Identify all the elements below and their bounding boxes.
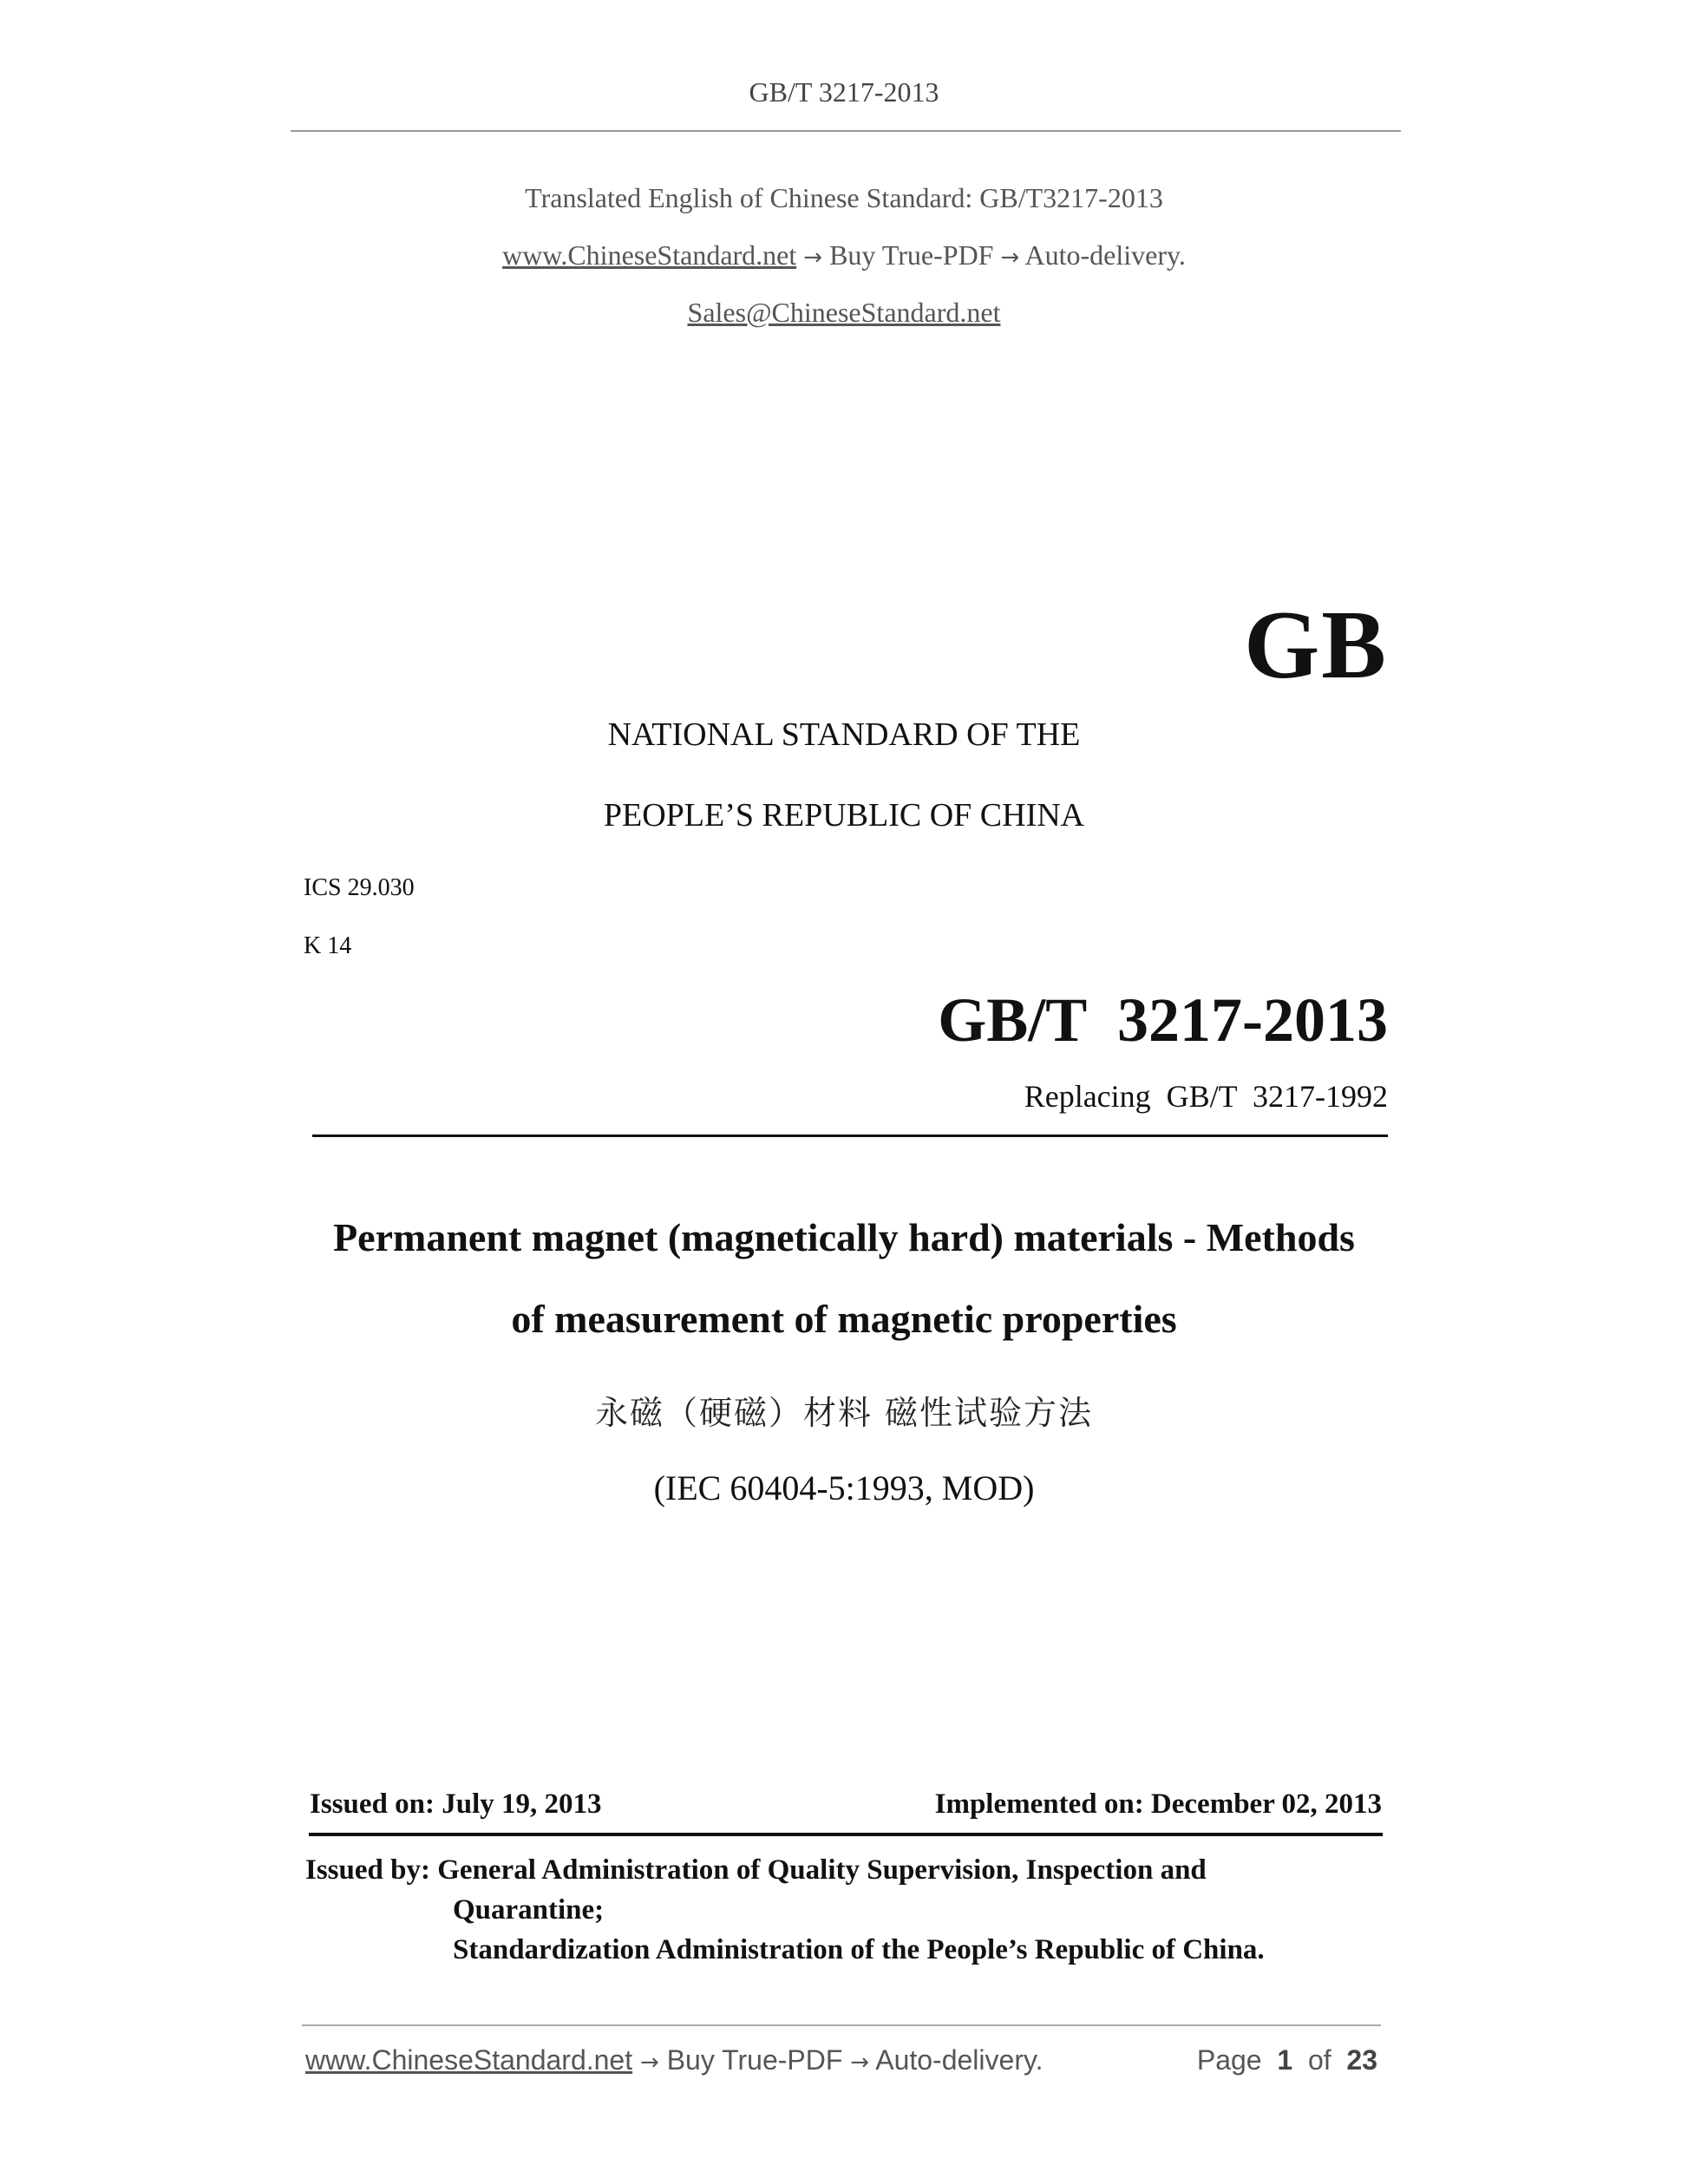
delivery-text: Auto-delivery.	[1024, 239, 1186, 271]
arrow-right-icon: →	[850, 2050, 870, 2076]
translated-notice: Translated English of Chinese Standard: GB/T3217-2013	[525, 182, 1163, 213]
implemented-on-date: Implemented on: December 02, 2013	[934, 1788, 1382, 1820]
issue-divider	[309, 1833, 1383, 1836]
standard-number: GB/T 3217-2013	[938, 985, 1388, 1055]
iec-reference: (IEC 60404-5:1993, MOD)	[653, 1468, 1035, 1507]
page-of: of	[1307, 2044, 1331, 2076]
running-header: GB/T 3217-2013	[749, 76, 939, 108]
national-standard-line-2: PEOPLE’S REPUBLIC OF CHINA	[603, 797, 1085, 834]
ics-code: ICS 29.030	[304, 874, 415, 901]
title-divider	[312, 1135, 1388, 1137]
page-label: Page	[1196, 2044, 1262, 2076]
promo-line	[0, 239, 1688, 271]
email-link[interactable]: Sales@ChineseStandard.net	[687, 297, 1001, 328]
email-line	[0, 297, 1688, 329]
footer-promo	[305, 2044, 1043, 2076]
issued-by-block	[305, 1850, 1265, 1970]
page-total: 23	[1346, 2044, 1377, 2076]
issuer-2: Standardization Administration of the People’s Republic of China.	[453, 1934, 1265, 1965]
footer-buy-text: Buy True-PDF	[666, 2044, 843, 2076]
page-indicator	[1197, 2044, 1377, 2076]
issuer-1b: Quarantine;	[453, 1894, 605, 1926]
classification-code: K 14	[304, 932, 352, 959]
arrow-right-icon: →	[1000, 245, 1020, 271]
chinese-title: 永磁（硬磁）材料 磁性试验方法	[594, 1394, 1094, 1432]
issuer-1a: General Administration of Quality Supervision, Inspection and	[437, 1854, 1207, 1886]
footer-site-link[interactable]: www.ChineseStandard.net	[305, 2044, 633, 2076]
issued-by-label: Issued by:	[305, 1854, 430, 1886]
replacing-note: Replacing GB/T 3217-1992	[1024, 1079, 1388, 1114]
site-link[interactable]: www.ChineseStandard.net	[502, 239, 797, 271]
page-current: 1	[1277, 2044, 1293, 2076]
national-standard-line-1: NATIONAL STANDARD OF THE	[607, 716, 1081, 753]
document-title-line-2: of measurement of magnetic properties	[511, 1297, 1177, 1341]
issued-on-date: Issued on: July 19, 2013	[310, 1788, 602, 1820]
document-title-line-1: Permanent magnet (magnetically hard) materials - Methods	[333, 1215, 1355, 1259]
arrow-right-icon: →	[640, 2050, 659, 2076]
arrow-right-icon: →	[803, 245, 823, 271]
header-divider	[291, 130, 1401, 132]
gb-logo-mark: GB	[1244, 592, 1388, 699]
buy-text: Buy True-PDF	[829, 239, 994, 271]
footer-divider	[302, 2024, 1381, 2026]
footer-delivery-text: Auto-delivery.	[875, 2044, 1044, 2076]
